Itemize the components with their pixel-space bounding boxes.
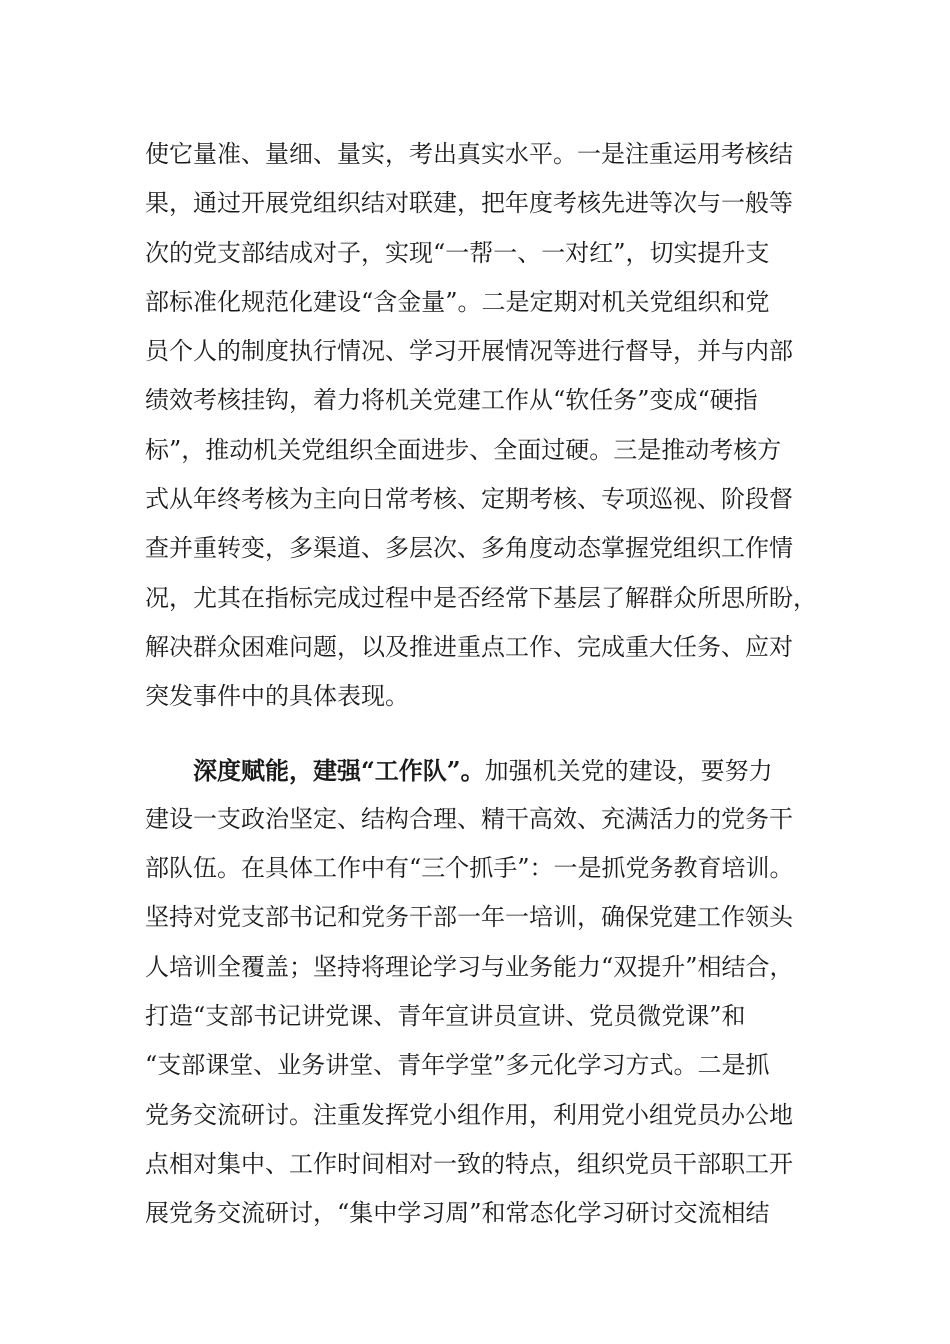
paragraph-line: 打造“支部书记讲党课、青年宣讲员宣讲、党员微党课”和 xyxy=(145,1002,746,1031)
paragraph-line: 员个人的制度执行情况、学习开展情况等进行督导，并与内部 xyxy=(145,337,793,366)
paragraph-line: 标”，推动机关党组织全面进步、全面过硬。三是推动考核方 xyxy=(145,435,782,464)
paragraph-line: 展党务交流研讨，“集中学习周”和常态化学习研讨交流相结 xyxy=(145,1199,770,1228)
paragraph-first-line xyxy=(145,746,815,795)
paragraph-line-text: 加强机关党的建设，要努力 xyxy=(484,756,773,785)
paragraph-1 xyxy=(145,130,815,722)
paragraph-line: 解决群众困难问题，以及推进重点工作、完成重大任务、应对 xyxy=(145,632,793,661)
paragraph-line: 党务交流研讨。注重发挥党小组作用，利用党小组党员办公地 xyxy=(145,1100,793,1129)
paragraph-line: 查并重转变，多渠道、多层次、多角度动态掌握党组织工作情 xyxy=(145,534,793,563)
paragraph-line: 建设一支政治坚定、结构合理、精干高效、充满活力的党务干 xyxy=(145,804,793,833)
section-heading: 深度赋能，建强“工作队”。 xyxy=(193,755,485,785)
paragraph-line: 人培训全覆盖；坚持将理论学习与业务能力“双提升”相结合， xyxy=(145,952,794,981)
paragraph-line: 部队伍。在具体工作中有“三个抓手”：一是抓党务教育培训。 xyxy=(145,854,794,883)
paragraph-line: “支部课堂、业务讲堂、青年学堂”多元化学习方式。二是抓 xyxy=(145,1051,770,1080)
paragraph-2 xyxy=(145,746,815,1239)
paragraph-line: 部标准化规范化建设“含金量”。二是定期对机关党组织和党 xyxy=(145,287,770,316)
paragraph-line: 点相对集中、工作时间相对一致的特点，组织党员干部职工开 xyxy=(145,1149,793,1178)
paragraph-line: 次的党支部结成对子，实现“一帮一、一对红”，切实提升支 xyxy=(145,238,770,267)
paragraph-line: 果，通过开展党组织结对联建，把年度考核先进等次与一般等 xyxy=(145,189,793,218)
paragraph-line: 况，尤其在指标完成过程中是否经常下基层了解群众所思所盼， xyxy=(145,583,817,612)
paragraph-line: 坚持对党支部书记和党务干部一年一培训，确保党建工作领头 xyxy=(145,903,793,932)
paragraph-spacing xyxy=(145,722,815,746)
paragraph-line: 式从年终考核为主向日常考核、定期考核、专项巡视、阶段督 xyxy=(145,485,793,514)
paragraph-line: 使它量准、量细、量实，考出真实水平。一是注重运用考核结 xyxy=(145,140,793,168)
document-body xyxy=(145,130,815,1239)
paragraph-line: 突发事件中的具体表现。 xyxy=(145,682,409,711)
paragraph-line: 绩效考核挂钩，着力将机关党建工作从“软任务”变成“硬指 xyxy=(145,386,758,415)
